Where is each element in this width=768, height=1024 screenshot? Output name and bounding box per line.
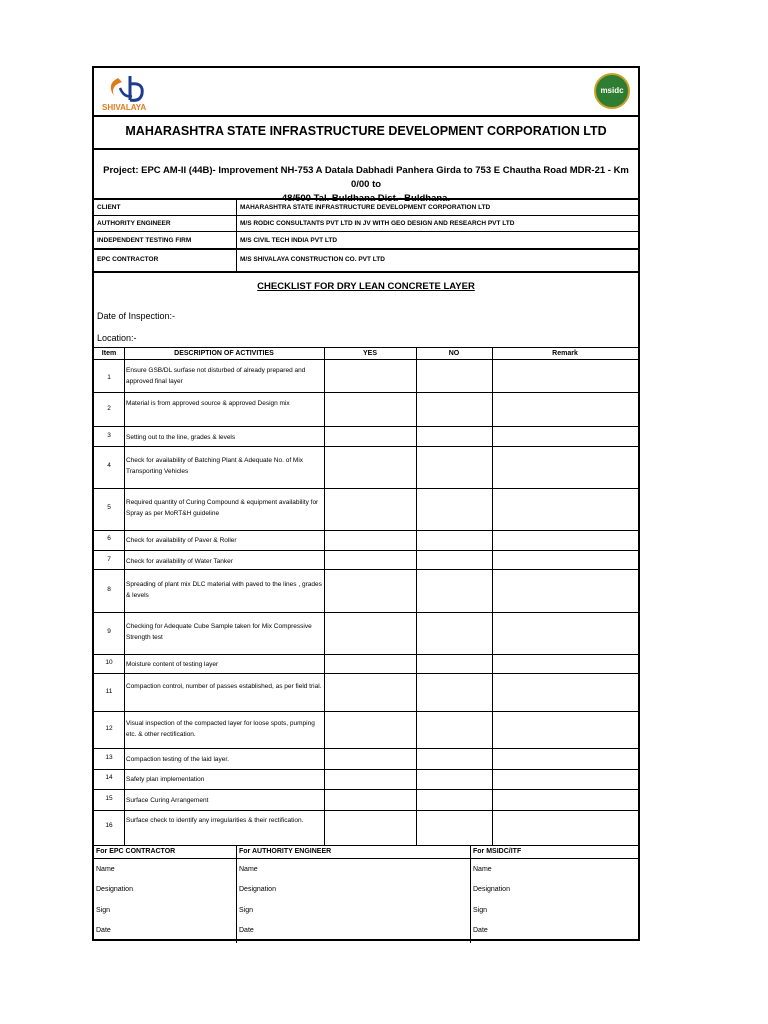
divider (94, 569, 638, 570)
info-authority-engineer-label: AUTHORITY ENGINEER (97, 220, 171, 227)
column-header-remark: Remark (552, 350, 578, 357)
epc-sign-field: Sign (96, 907, 111, 914)
ae-name-field: Name (239, 866, 258, 873)
msidc-logo (594, 73, 630, 109)
column-header-item: Item (101, 350, 117, 357)
row-8-item: 8 (107, 586, 111, 593)
row-1-description: Ensure GSB/DL surfase not disturbed of already prepared and approved final layer (126, 367, 306, 385)
row-5-description: Required quantity of Curing Compound & equipment availability for Spray as per MoRT&H guideline (126, 499, 319, 517)
divider (94, 858, 638, 859)
divider (94, 673, 638, 674)
divider (236, 198, 237, 271)
row-9-description: Checking for Adequate Cube Sample taken for Mix Compressive Strength test (126, 623, 312, 641)
msidc-sign-field: Sign (473, 907, 488, 914)
divider (94, 446, 638, 447)
divider (94, 845, 638, 846)
info-client-label: CLIENT (97, 204, 121, 211)
organization-title: MAHARASHTRA STATE INFRASTRUCTURE DEVELOPMENT CORPORATION LTD (125, 124, 607, 138)
row-2-item: 2 (107, 405, 111, 412)
location-label: Location:- (97, 333, 137, 343)
row-11-description: Compaction control, number of passes established, as per field trial. (126, 683, 322, 690)
row-16-description: Surface check to identify any irregularities & their rectification. (126, 817, 304, 824)
row-10-item: 10 (105, 659, 113, 666)
project-line-2: 48/500 Tal. Buldhana Dist.- Buldhana. (281, 193, 451, 204)
row-13-description: Compaction testing of the laid layer. (126, 756, 229, 763)
row-14-description: Safety plan implementation (126, 776, 205, 783)
divider (94, 426, 638, 427)
divider (416, 347, 417, 846)
info-epc-contractor-value: M/S SHIVALAYA CONSTRUCTION CO. PVT LTD (240, 256, 385, 263)
divider (94, 748, 638, 749)
info-testing-firm-value: M/S CIVIL TECH INDIA PVT LTD (240, 237, 338, 244)
divider (94, 654, 638, 655)
row-5-item: 5 (107, 504, 111, 511)
checklist-title: CHECKLIST FOR DRY LEAN CONCRETE LAYER (257, 281, 475, 292)
divider (94, 215, 638, 216)
shivalaya-logo (100, 74, 168, 112)
row-11-item: 11 (105, 688, 113, 695)
divider (94, 488, 638, 489)
row-3-item: 3 (107, 432, 111, 439)
signature-authority-engineer-header: For AUTHORITY ENGINEER (239, 848, 332, 855)
divider (94, 198, 638, 200)
row-9-item: 9 (107, 628, 111, 635)
divider (94, 347, 638, 348)
divider (94, 789, 638, 790)
divider (94, 359, 638, 360)
column-header-no: NO (448, 350, 460, 357)
row-15-description: Surface Curing Arrangement (126, 797, 209, 804)
row-3-description: Setting out to the line, grades & levels (126, 434, 236, 441)
row-1-item: 1 (107, 374, 111, 381)
row-15-item: 15 (105, 795, 113, 802)
divider (236, 845, 237, 943)
row-4-description: Check for availability of Batching Plant & Adequate No. of Mix Transporting Vehicles (126, 457, 304, 475)
info-client-value: MAHARASHTRA STATE INFRASTRUCTURE DEVELOPMENT CORPORATION LTD (240, 204, 491, 211)
msidc-date-field: Date (473, 927, 488, 934)
company-logo-text: SHIVALAYA (102, 103, 147, 112)
column-header-yes: YES (362, 350, 377, 357)
divider (94, 248, 638, 250)
msidc-name-field: Name (473, 866, 492, 873)
epc-name-field: Name (96, 866, 115, 873)
divider (94, 115, 638, 117)
divider (94, 530, 638, 531)
row-16-item: 16 (105, 822, 113, 829)
signature-epc-contractor-header: For EPC CONTRACTOR (96, 848, 176, 855)
info-testing-firm-label: INDEPENDENT TESTING FIRM (97, 237, 192, 244)
msidc-designation-field: Designation (473, 886, 510, 893)
divider (94, 711, 638, 712)
epc-date-field: Date (96, 927, 111, 934)
signature-msidc-itf-header: For MSIDC/ITF (473, 848, 522, 855)
row-10-description: Moisture content of testing layer (126, 661, 219, 668)
ae-designation-field: Designation (239, 886, 276, 893)
date-of-inspection-label: Date of Inspection:- (97, 311, 176, 321)
epc-designation-field: Designation (96, 886, 133, 893)
row-14-item: 14 (105, 774, 113, 781)
divider (124, 347, 125, 846)
divider (94, 148, 638, 150)
divider (94, 271, 638, 273)
divider (94, 769, 638, 770)
row-8-description: Spreading of plant mix DLC material with paved to the lines , grades & levels (126, 581, 322, 599)
project-line-1: Project: EPC AM-II (44B)- Improvement NH-753 A Datala Dabhadi Panhera Girda to 753 E Chautha Road MDR-21 - Km 0/00 to (103, 165, 629, 190)
divider (94, 231, 638, 232)
row-7-description: Check for availability of Water Tanker (126, 558, 233, 565)
row-12-item: 12 (105, 725, 113, 732)
row-2-description: Material is from approved source & approved Design mix (126, 400, 290, 407)
divider (94, 392, 638, 393)
row-6-description: Check for availability of Paver & Roller (126, 537, 237, 544)
divider (94, 550, 638, 551)
divider (94, 810, 638, 811)
info-epc-contractor-label: EPC CONTRACTOR (97, 256, 159, 263)
divider (470, 845, 471, 943)
column-header-description: DESCRIPTION OF ACTIVITIES (174, 350, 274, 357)
ae-date-field: Date (239, 927, 254, 934)
row-4-item: 4 (107, 462, 111, 469)
row-12-description: Visual inspection of the compacted layer for loose spots, pumping etc. & other rectification. (126, 720, 315, 738)
info-authority-engineer-value: M/S RODIC CONSULTANTS PVT LTD IN JV WITH GEO DESIGN AND RESEARCH PVT LTD (240, 220, 515, 227)
divider (492, 347, 493, 846)
divider (94, 612, 638, 613)
row-6-item: 6 (107, 535, 111, 542)
row-13-item: 13 (105, 754, 113, 761)
checklist-sheet (92, 66, 640, 941)
divider (324, 347, 325, 846)
client-logo-text: msidc (600, 86, 624, 95)
row-7-item: 7 (107, 556, 111, 563)
ae-sign-field: Sign (239, 907, 254, 914)
